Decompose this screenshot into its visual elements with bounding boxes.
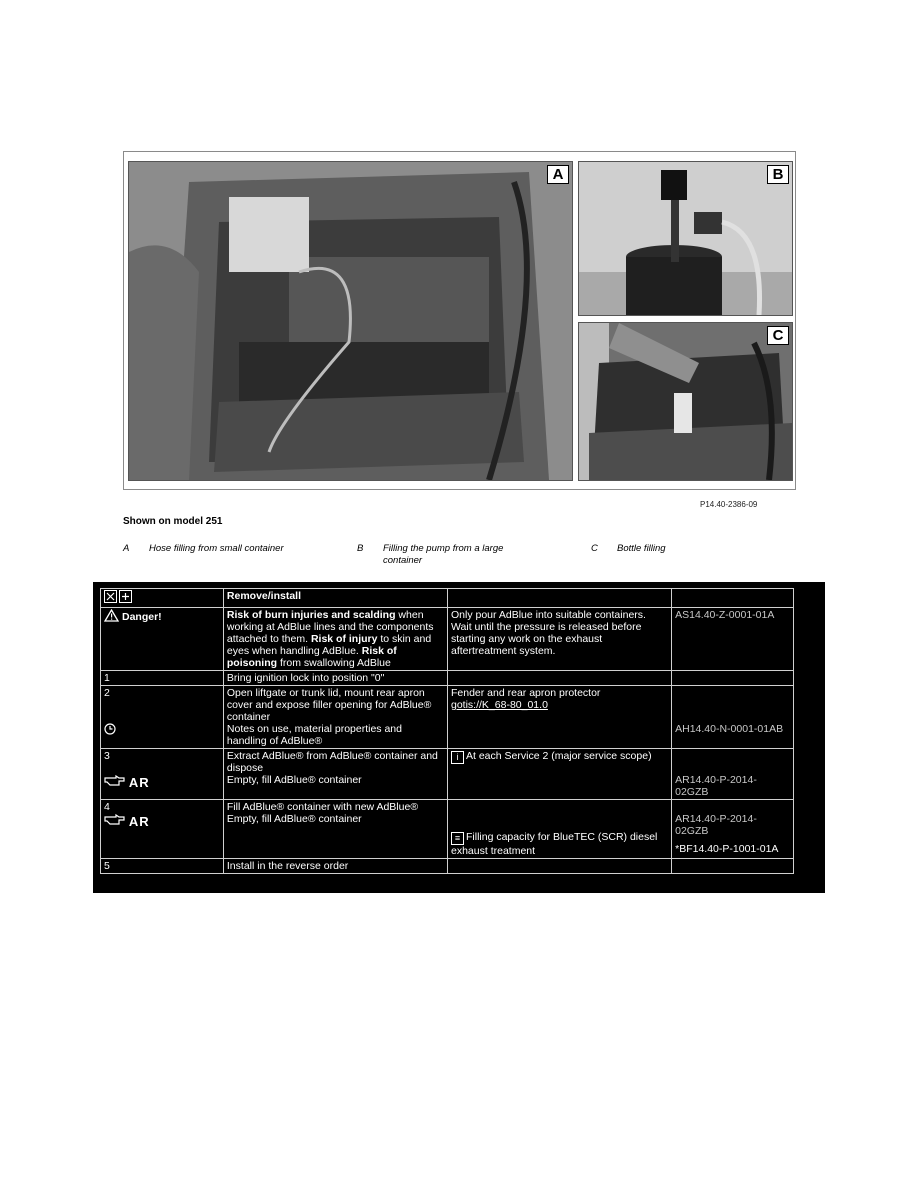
table-header-title: Remove/install [226,590,302,602]
procedure-table [100,588,794,874]
legend-key: C [591,543,598,554]
info-icon: i [451,751,464,764]
ar-label: AR [128,775,150,790]
figure-id: P14.40-2386-09 [700,500,758,509]
danger-row [101,608,794,671]
legend-key: A [123,543,130,554]
warning-triangle-icon [104,609,119,625]
step-note-code: *BF14.40-P-1001-01A [675,843,779,855]
table-row-step-3 [101,749,794,800]
step-note: Fender and rear apron protector [451,687,601,699]
bottle-filling-photo [579,323,792,480]
step-text: Bring ignition lock into position "0" [223,671,447,686]
photo-panel-c [578,322,793,481]
danger-text: Risk of burn injuries and scalding when working at AdBlue lines and the components attached to them. Risk of injury to skin and eyes when handling AdBlue. Risk of poisoning from swallowing AdBlue [223,608,447,671]
pump-drum-photo [579,162,792,315]
step-note: Filling capacity for BlueTEC (SCR) diesel exhaust treatment [451,831,658,857]
step-text: Install in the reverse order [223,859,447,874]
legend-key: B [357,543,364,554]
legend-text: Bottle filling [617,543,666,554]
danger-label: Danger! [122,611,162,623]
spec-sheet-icon: ≡ [451,832,464,845]
procedure-table-panel [93,582,825,893]
step-number: 3 [104,750,110,762]
clock-info-icon [104,726,116,738]
step-code: AH14.40-N-0001-01AB [675,723,784,735]
step-number: 5 [101,859,224,874]
step-code: AR14.40-P-2014-02GZB [675,774,757,798]
gotis-link[interactable]: gotis://K_68-80_01.0 [451,699,548,711]
pointing-hand-icon [104,778,129,790]
step-code: AR14.40-P-2014-02GZB [675,813,757,837]
photo-panel-b [578,161,793,316]
step-number: 1 [101,671,224,686]
table-row-step-5 [101,859,794,874]
step-text: Fill AdBlue® container with new AdBlue® [226,801,419,813]
pointing-hand-icon [104,817,129,829]
step-sub-text: Empty, fill AdBlue® container [226,813,362,825]
photo-panel-a [128,161,573,481]
step-number: 4 [104,801,110,813]
table-header-row [101,589,794,608]
step-sub-text: Notes on use, material properties and handling of AdBlue® [226,723,402,747]
table-row-step-4 [101,800,794,859]
step-number: 2 [104,687,110,699]
legend-text: Hose filling from small container [149,543,284,554]
step-text: Extract AdBlue® from AdBlue® container and dispose [226,750,438,774]
danger-note: Only pour AdBlue into suitable containers. Wait until the pressure is released before starting any work on the exhaust aftertreatment system. [448,608,672,671]
panel-letter-a: A [547,165,569,184]
remove-install-icon [104,594,132,606]
ar-label: AR [128,814,150,829]
step-sub-text: Empty, fill AdBlue® container [226,774,362,786]
car-trunk-photo [129,162,572,480]
table-row-step-1 [101,671,794,686]
step-note: At each Service 2 (major service scope) [466,750,652,762]
figure-frame [123,151,796,490]
danger-code: AS14.40-Z-0001-01A [672,608,794,671]
figure-caption: Shown on model 251 [123,516,223,527]
table-row-step-2 [101,686,794,749]
legend-text: Filling the pump from a large container [383,543,504,566]
panel-letter-b: B [767,165,789,184]
panel-letter-c: C [767,326,789,345]
step-text: Open liftgate or trunk lid, mount rear apron cover and expose filler opening for AdBlue® container [226,687,432,723]
